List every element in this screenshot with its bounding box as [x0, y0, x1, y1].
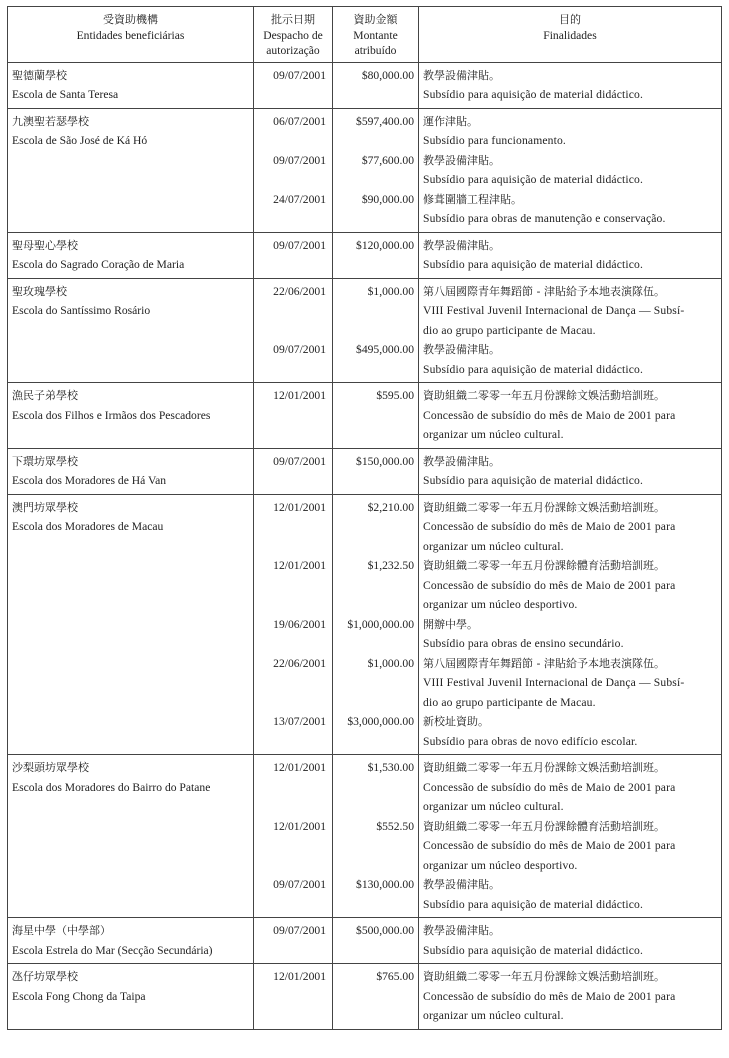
entity-name-pt: Escola dos Moradores de Há Van — [12, 474, 167, 487]
purpose-pt-line: Concessão de subsídio do mês de Maio de 2001 para — [423, 780, 676, 794]
date-cell — [254, 755, 333, 918]
entity-cell — [8, 232, 254, 278]
entity-cell — [8, 964, 254, 1030]
entity-name-zh: 澳門坊眾學校 — [12, 500, 78, 514]
date-cell — [254, 383, 333, 449]
header-amount-pt1: Montante — [353, 28, 398, 42]
entity-cell — [8, 108, 254, 232]
amount-cell — [333, 108, 419, 232]
table-row — [8, 755, 722, 918]
purpose-pt-line: Concessão de subsídio do mês de Maio de 2001 para — [423, 520, 676, 533]
header-entity-zh: 受資助機構 — [103, 13, 158, 26]
amount-cell — [333, 62, 419, 108]
date-cell — [254, 278, 333, 383]
date-cell — [254, 964, 333, 1030]
date-cell — [254, 108, 333, 232]
purpose-cell — [419, 494, 722, 755]
header-date — [254, 7, 333, 63]
amount-cell — [333, 964, 419, 1030]
table-row — [8, 383, 722, 449]
date-cell — [254, 494, 333, 755]
purpose-zh: 資助組織二零零一年五月份課餘體育活動培訓班。 — [423, 819, 665, 833]
purpose-cell — [419, 232, 722, 278]
purpose-zh: 資助組織二零零一年五月份課餘文娛活動培訓班。 — [423, 761, 665, 774]
grant-date: 19/06/2001 — [273, 617, 326, 631]
entity-name-pt: Escola do Sagrado Coração de Maria — [12, 258, 185, 271]
header-amount-pt2: atribuído — [354, 44, 397, 57]
amount-cell — [333, 448, 419, 494]
grant-date: 09/07/2001 — [273, 68, 326, 82]
header-entity-pt: Entidades beneficiárias — [76, 28, 185, 42]
grant-amount: $1,000,000.00 — [347, 617, 414, 631]
purpose-pt-line: Subsídio para aquisição de material didáctico. — [423, 258, 644, 271]
grant-amount: $90,000.00 — [361, 192, 414, 206]
grant-date: 09/07/2001 — [273, 924, 326, 937]
grant-date: 09/07/2001 — [273, 153, 326, 167]
entity-name-zh: 聖玫瑰學校 — [12, 284, 67, 298]
entity-cell — [8, 494, 254, 755]
amount-cell — [333, 918, 419, 964]
entity-name-zh: 海星中學（中學部） — [12, 924, 111, 937]
grant-date: 06/07/2001 — [273, 114, 326, 128]
purpose-pt-line: Concessão de subsídio do mês de Maio de 2001 para — [423, 989, 676, 1003]
header-amount — [333, 7, 419, 63]
grant-amount: $130,000.00 — [356, 878, 414, 891]
purpose-zh: 教學設備津貼。 — [423, 68, 500, 82]
grant-amount: $1,530.00 — [367, 761, 414, 774]
table-row — [8, 232, 722, 278]
grant-date: 13/07/2001 — [273, 715, 326, 728]
purpose-pt-line: Subsídio para aquisição de material didáctico. — [423, 943, 644, 957]
purpose-zh: 第八屆國際青年舞蹈節 - 津貼給予本地表演隊伍。 — [423, 656, 665, 670]
grant-date: 12/01/2001 — [273, 819, 326, 833]
purpose-zh: 資助組織二零零一年五月份課餘文娛活動培訓班。 — [423, 970, 665, 983]
grant-date: 09/07/2001 — [273, 454, 326, 468]
table-row — [8, 448, 722, 494]
table-row — [8, 108, 722, 232]
grant-amount: $2,210.00 — [367, 500, 414, 514]
entity-name-pt: Escola do Santíssimo Rosário — [12, 304, 151, 317]
header-purpose — [419, 7, 722, 63]
entity-name-pt: Escola Fong Chong da Taipa — [12, 989, 146, 1003]
purpose-pt-line: organizar um núcleo cultural. — [423, 1009, 564, 1022]
purpose-pt-line: Subsídio para obras de manutenção e conservação. — [423, 212, 666, 225]
purpose-cell — [419, 383, 722, 449]
purpose-zh: 教學設備津貼。 — [423, 153, 500, 167]
entity-name-zh: 下環坊眾學校 — [12, 454, 78, 468]
purpose-cell — [419, 964, 722, 1030]
grant-date: 22/06/2001 — [273, 284, 326, 298]
table-header-row — [8, 7, 722, 63]
purpose-zh: 資助組織二零零一年五月份課餘文娛活動培訓班。 — [423, 500, 665, 514]
purpose-pt-line: Subsídio para obras de ensino secundário. — [423, 637, 624, 650]
purpose-pt-line: VIII Festival Juvenil Internacional de Dança — Subsí- — [423, 676, 685, 689]
entity-name-zh: 九澳聖若瑟學校 — [12, 114, 89, 128]
purpose-pt-line: Subsídio para aquisição de material didáctico. — [423, 88, 644, 101]
grant-date: 12/01/2001 — [273, 559, 326, 572]
header-purpose-zh: 目的 — [559, 13, 581, 26]
amount-cell — [333, 755, 419, 918]
purpose-cell — [419, 108, 722, 232]
purpose-pt-line: Concessão de subsídio do mês de Maio de 2001 para — [423, 839, 676, 852]
grant-date: 09/07/2001 — [273, 878, 326, 891]
entity-name-zh: 沙梨頭坊眾學校 — [12, 761, 89, 774]
header-amount-zh: 資助金額 — [353, 13, 398, 26]
table-row — [8, 918, 722, 964]
entity-name-zh: 聖德蘭學校 — [12, 68, 67, 82]
amount-cell — [333, 383, 419, 449]
date-cell — [254, 918, 333, 964]
grant-amount: $3,000,000.00 — [347, 715, 414, 728]
header-date-pt1: Despacho de — [263, 28, 323, 42]
grant-amount: $77,600.00 — [361, 153, 414, 167]
entity-cell — [8, 62, 254, 108]
grant-amount: $597,400.00 — [356, 114, 414, 128]
table-row — [8, 62, 722, 108]
date-cell — [254, 232, 333, 278]
entity-name-zh: 聖母聖心學校 — [12, 238, 78, 252]
header-date-pt2: autorização — [266, 44, 320, 57]
entity-cell — [8, 448, 254, 494]
grant-amount: $1,000.00 — [367, 284, 414, 298]
grant-amount: $1,000.00 — [367, 656, 414, 670]
grant-date: 12/01/2001 — [273, 500, 326, 514]
purpose-pt-line: Concessão de subsídio do mês de Maio de 2001 para — [423, 408, 676, 422]
purpose-cell — [419, 278, 722, 383]
purpose-pt-line: Subsídio para aquisição de material didáctico. — [423, 173, 644, 186]
entity-cell — [8, 383, 254, 449]
header-entity — [8, 7, 254, 63]
entity-name-zh: 氹仔坊眾學校 — [12, 970, 78, 983]
grant-date: 24/07/2001 — [273, 192, 326, 206]
entity-name-pt: Escola dos Filhos e Irmãos dos Pescadores — [12, 408, 211, 422]
purpose-pt-line: organizar um núcleo desportivo. — [423, 858, 578, 872]
purpose-cell — [419, 918, 722, 964]
grant-amount: $495,000.00 — [356, 343, 414, 356]
purpose-cell — [419, 448, 722, 494]
date-cell — [254, 62, 333, 108]
entity-name-pt: Escola dos Moradores do Bairro do Patane — [12, 780, 211, 794]
grant-date: 12/01/2001 — [273, 970, 326, 983]
grant-date: 09/07/2001 — [273, 238, 326, 252]
table-row — [8, 278, 722, 383]
purpose-pt-line: Concessão de subsídio do mês de Maio de 2001 para — [423, 578, 676, 592]
purpose-zh: 新校址資助。 — [423, 715, 489, 728]
purpose-pt-line: Subsídio para aquisição de material didáctico. — [423, 897, 644, 911]
purpose-pt-line: organizar um núcleo cultural. — [423, 800, 564, 813]
purpose-pt-line: VIII Festival Juvenil Internacional de Dança — Subsí- — [423, 304, 685, 317]
amount-cell — [333, 278, 419, 383]
entity-name-zh: 漁民子弟學校 — [12, 389, 78, 402]
purpose-cell — [419, 62, 722, 108]
purpose-pt-line: dio ao grupo participante de Macau. — [423, 695, 596, 709]
purpose-pt-line: Subsídio para funcionamento. — [423, 134, 566, 147]
purpose-zh: 第八屆國際青年舞蹈節 - 津貼給予本地表演隊伍。 — [423, 284, 665, 298]
header-purpose-pt: Finalidades — [543, 28, 597, 42]
amount-cell — [333, 232, 419, 278]
purpose-zh: 教學設備津貼。 — [423, 878, 500, 891]
grants-table — [7, 6, 722, 1030]
purpose-cell — [419, 755, 722, 918]
entity-name-pt: Escola de São José de Ká Hó — [12, 134, 148, 147]
purpose-zh: 教學設備津貼。 — [423, 454, 500, 468]
header-date-zh: 批示日期 — [271, 13, 315, 26]
grant-amount: $1,232.50 — [367, 559, 414, 572]
purpose-zh: 運作津貼。 — [423, 114, 478, 128]
grant-date: 09/07/2001 — [273, 343, 326, 356]
grant-date: 12/01/2001 — [273, 761, 326, 774]
table-row — [8, 964, 722, 1030]
date-cell — [254, 448, 333, 494]
entity-name-pt: Escola dos Moradores de Macau — [12, 520, 164, 533]
purpose-pt-line: organizar um núcleo cultural. — [423, 428, 564, 441]
grant-amount: $595.00 — [376, 389, 414, 402]
grant-amount: $500,000.00 — [356, 924, 414, 937]
purpose-pt-line: dio ao grupo participante de Macau. — [423, 323, 596, 337]
grant-date: 12/01/2001 — [273, 389, 326, 402]
entity-name-pt: Escola de Santa Teresa — [12, 88, 119, 101]
entity-cell — [8, 918, 254, 964]
grant-amount: $552.50 — [376, 819, 414, 833]
purpose-zh: 資助組織二零零一年五月份課餘體育活動培訓班。 — [423, 559, 665, 572]
purpose-zh: 教學設備津貼。 — [423, 924, 500, 937]
purpose-zh: 開辦中學。 — [423, 617, 478, 631]
purpose-pt-line: organizar um núcleo cultural. — [423, 539, 564, 553]
grant-date: 22/06/2001 — [273, 656, 326, 670]
purpose-pt-line: Subsídio para aquisição de material didáctico. — [423, 474, 644, 487]
amount-cell — [333, 494, 419, 755]
purpose-zh: 資助組織二零零一年五月份課餘文娛活動培訓班。 — [423, 389, 665, 402]
purpose-pt-line: Subsídio para obras de novo edifício escolar. — [423, 734, 638, 748]
grant-amount: $80,000.00 — [361, 68, 414, 82]
grant-amount: $120,000.00 — [356, 238, 414, 252]
entity-cell — [8, 278, 254, 383]
table-row — [8, 494, 722, 755]
purpose-pt-line: organizar um núcleo desportivo. — [423, 598, 578, 611]
entity-name-pt: Escola Estrela do Mar (Secção Secundária) — [12, 943, 213, 957]
purpose-zh: 教學設備津貼。 — [423, 343, 500, 356]
grant-amount: $765.00 — [376, 970, 414, 983]
grant-amount: $150,000.00 — [356, 454, 414, 468]
entity-cell — [8, 755, 254, 918]
purpose-zh: 教學設備津貼。 — [423, 238, 500, 252]
purpose-pt-line: Subsídio para aquisição de material didáctico. — [423, 362, 644, 376]
purpose-zh: 修葺圍牆工程津貼。 — [423, 192, 522, 206]
